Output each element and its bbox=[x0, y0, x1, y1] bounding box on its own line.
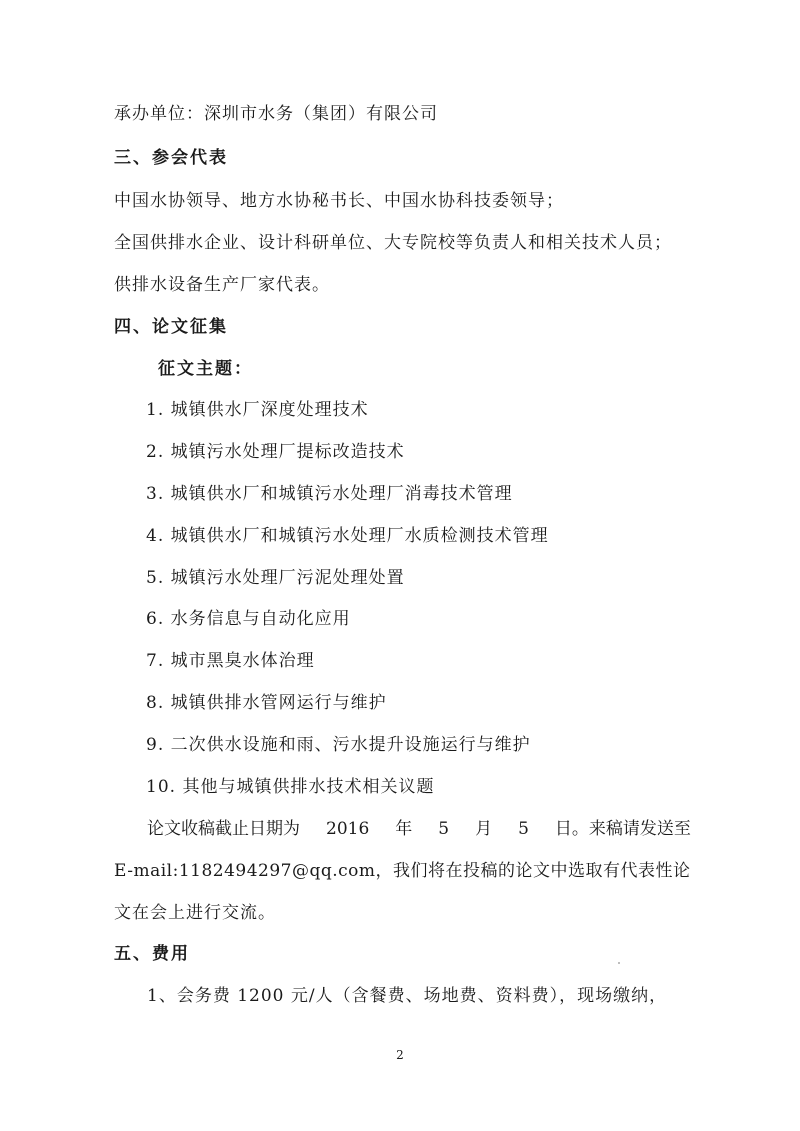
attendee-line-3: 供排水设备生产厂家代表。 bbox=[114, 275, 330, 295]
deadline-day: 5 bbox=[518, 819, 529, 839]
topic-item: 1. 城镇供水厂深度处理技术 bbox=[146, 400, 369, 420]
section5-heading: 五、费用 bbox=[114, 944, 190, 964]
topic-item: 7. 城市黑臭水体治理 bbox=[146, 651, 315, 671]
deadline-month-unit: 月 bbox=[475, 819, 493, 839]
deadline-submit-text: 日。来稿请发送至 bbox=[554, 819, 691, 839]
deadline-line bbox=[147, 818, 691, 840]
section4-heading: 四、论文征集 bbox=[114, 317, 228, 337]
deadline-year: 2016 bbox=[326, 819, 370, 839]
section3-heading: 三、参会代表 bbox=[114, 148, 228, 168]
exchange-line: 文在会上进行交流。 bbox=[114, 903, 276, 923]
deadline-month: 5 bbox=[438, 819, 450, 839]
organizer-line: 承办单位：深圳市水务（集团）有限公司 bbox=[114, 104, 438, 124]
deadline-text: 论文收稿截止日期为 bbox=[147, 819, 300, 839]
topic-item: 4. 城镇供水厂和城镇污水处理厂水质检测技术管理 bbox=[146, 526, 549, 546]
email-line: E-mail:1182494297@qq.com，我们将在投稿的论文中选取有代表性论 bbox=[114, 861, 691, 881]
scan-speck bbox=[618, 962, 620, 964]
topic-item: 9. 二次供水设施和雨、污水提升设施运行与维护 bbox=[146, 735, 531, 755]
attendee-line-1: 中国水协领导、地方水协秘书长、中国水协科技委领导； bbox=[114, 191, 564, 211]
topics-subheading: 征文主题： bbox=[158, 359, 253, 379]
topic-item: 8. 城镇供排水管网运行与维护 bbox=[146, 693, 387, 713]
topic-item: 5. 城镇污水处理厂污泥处理处置 bbox=[146, 568, 405, 588]
topic-item: 6. 水务信息与自动化应用 bbox=[146, 609, 351, 629]
deadline-year-unit: 年 bbox=[395, 819, 413, 839]
topic-item: 10. 其他与城镇供排水技术相关议题 bbox=[146, 777, 435, 797]
page-number: 2 bbox=[396, 1048, 404, 1062]
topic-item: 2. 城镇污水处理厂提标改造技术 bbox=[146, 442, 405, 462]
topic-item: 3. 城镇供水厂和城镇污水处理厂消毒技术管理 bbox=[146, 484, 513, 504]
fee-line: 1、会务费 1200 元/人（含餐费、场地费、资料费），现场缴纳， bbox=[147, 986, 668, 1006]
attendee-line-2: 全国供排水企业、设计科研单位、大专院校等负责人和相关技术人员； bbox=[114, 233, 672, 253]
